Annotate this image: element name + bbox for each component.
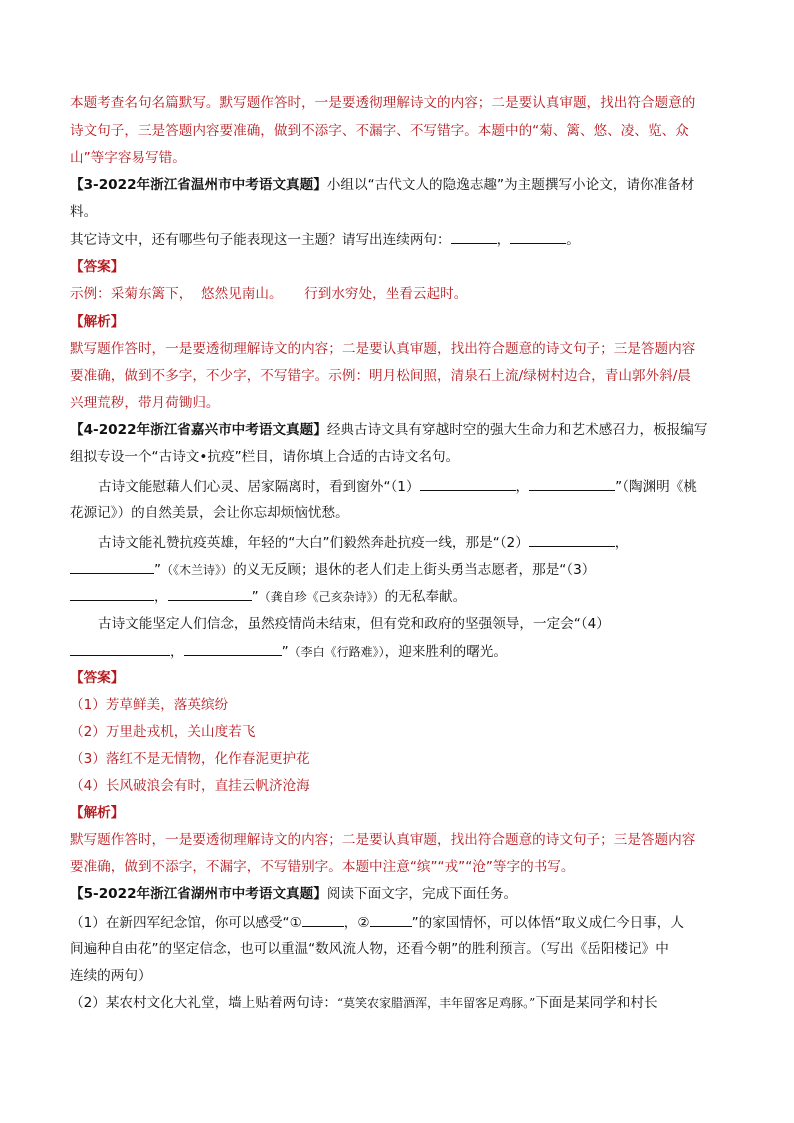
q4-analysis-line-2: 要准确，做到不添字，不漏字，不写错别字。本题中注意“缤”“戎”“沧”等字的书写。: [70, 859, 575, 875]
q4-blank-4b: [184, 641, 282, 656]
q3-prompt-line-1: [70, 175, 730, 195]
q5-s1-sep: ，②: [343, 915, 370, 931]
q3-question-end: 。: [566, 232, 580, 248]
q3-question: [70, 229, 730, 250]
q3-question-text: 其它诗文中，还有哪些句子能表现这一主题？请写出连续两句：: [70, 232, 451, 248]
q4-answer-4: （4）长风破浪会有时，直挂云帆济沧海: [70, 778, 310, 794]
q5-sub1-line-1: [70, 912, 730, 933]
q4-p2-close-2: ”: [251, 589, 259, 605]
q4-p2-text-3: 的无私奉献。: [384, 589, 467, 605]
q5-source-tag: 【5-2022年浙江省湖州市中考语文真题】: [70, 886, 327, 902]
q3-analysis-line-2: 要准确，做到不多字，不少字，不写错字。示例：明月松间照，清泉石上流/绿树村边合，青山郭外斜/晨: [70, 368, 691, 384]
q4-p3-close: ”: [281, 644, 289, 660]
q4-p2-text: 古诗文能礼赞抗疫英雄，年轻的“大白”们毅然奔赴抗疫一线，那是“（2）: [98, 535, 529, 551]
q4-p1-text: 古诗文能慰藉人们心灵、居家隔离时，看到窗外“（1）: [98, 479, 420, 495]
q5-sub1-line-3: 连续的两句）: [70, 968, 152, 984]
q4-answer-1: （1）芳草鲜美，落英缤纷: [70, 697, 229, 713]
q3-blank-2: [510, 229, 566, 244]
q4-answer-3: （3）落红不是无情物，化作春泥更护花: [70, 751, 310, 767]
q4-prompt-line-1: [70, 420, 730, 440]
q4-p3-text-2: ，迎来胜利的曙光。: [384, 644, 507, 660]
q4-p1-source: ”（陶渊明《桃: [615, 479, 697, 495]
q4-para-1-line-1: [98, 476, 730, 497]
q4-p3-source: （李白《行路难》）: [288, 645, 385, 659]
q4-p2-text-2: 的义无反顾；退休的老人们走上街头勇当志愿者，那是“（3）: [233, 562, 596, 578]
q3-analysis-label: 【解析】: [70, 314, 125, 330]
q4-analysis-line-1: 默写题作答时，一是要透彻理解诗文的内容；二是要认真审题，找出符合题意的诗文句子；三是答题内容: [70, 832, 696, 848]
q4-blank-3a: [70, 586, 154, 601]
q5-s2-text-2: 下面是某同学和村长: [535, 995, 658, 1011]
q4-answer-label: 【答案】: [70, 670, 125, 686]
q4-para-3-line-1: 古诗文能坚定人们信念，虽然疫情尚未结束，但有党和政府的坚强领导，一定会“（4）: [98, 616, 610, 632]
q4-blank-4a: [70, 641, 170, 656]
q3-analysis-line-1: 默写题作答时，一是要透彻理解诗文的内容；二是要认真审题，找出符合题意的诗文句子；三是答题内容: [70, 341, 696, 357]
q5-s2-poem: “莫笑农家腊酒浑，丰年留客足鸡豚。”: [336, 996, 536, 1010]
q3-prompt-line-2: 料。: [70, 204, 98, 220]
q5-sub1-line-2: 间遍种自由花”的坚定信念，也可以重温“数风流人物，还看今朝”的胜利预言。（写出《岳阳楼记》中: [70, 941, 669, 957]
q5-s1-text-2: ”的家国情怀，可以体悟“取义成仁今日事，人: [411, 915, 684, 931]
q4-para-2-line-3: [70, 586, 730, 607]
q4-blank-1b: [529, 476, 615, 491]
q4-para-3-line-2: [70, 641, 730, 662]
q2-analysis-line-3: 山”等字容易写错。: [70, 150, 186, 166]
q4-para-2-line-2: [70, 559, 730, 580]
q5-s1-text: （1）在新四军纪念馆，你可以感受“①: [70, 915, 302, 931]
q5-prompt: [70, 884, 730, 904]
q4-source-tag: 【4-2022年浙江省嘉兴市中考语文真题】: [70, 422, 327, 438]
q5-blank-2: [370, 912, 412, 927]
q4-blank-3b: [168, 586, 252, 601]
q3-answer: 示例：采菊东篱下， 悠然见南山。 行到水穷处，坐看云起时。: [70, 286, 468, 302]
q4-p2-source-2: （龚自珍《己亥杂诗》）: [258, 590, 385, 604]
q4-analysis-label: 【解析】: [70, 805, 125, 821]
q5-sub2-line-1: [70, 993, 730, 1013]
q3-source-tag: 【3-2022年浙江省温州市中考语文真题】: [70, 177, 327, 193]
q2-analysis-line-2: 诗文句子，三是答题内容要准确，做到不添字、不漏字、不写错字。本题中的“菊、篱、悠、凌、览、众: [70, 123, 689, 139]
q3-blank-1: [451, 229, 497, 244]
q4-blank-2a: [529, 532, 615, 547]
q3-analysis-line-3: 兴理荒秽，带月荷锄归。: [70, 395, 220, 411]
q4-para-2-line-1: [98, 532, 730, 553]
q5-blank-1: [302, 912, 344, 927]
q5-s2-text: （2）某农村文化大礼堂，墙上贴着两句诗：: [70, 995, 337, 1011]
q3-prompt-text: 小组以“古代文人的隐逸志趣”为主题撰写小论文，请你准备材: [326, 177, 695, 193]
q4-blank-2b: [70, 559, 154, 574]
q4-p1-sep: ，: [515, 479, 530, 495]
q4-para-1-line-2: 花源记》）的自然美景，会让你忘却烦恼忧愁。: [70, 505, 349, 521]
q3-question-sep: ，: [496, 232, 511, 248]
q4-blank-1a: [420, 476, 516, 491]
q4-p2-close: ”: [154, 562, 162, 578]
q4-p2-source-1: （《木兰诗》）: [161, 563, 234, 577]
q4-prompt-line-2: 组拟专设一个“古诗文•抗疫”栏目，请你填上合适的古诗文名句。: [70, 449, 460, 465]
q4-p2-sep: ，: [614, 535, 629, 551]
q4-prompt-text: 经典古诗文具有穿越时空的强大生命力和艺术感召力，板报编写: [326, 422, 708, 438]
q4-p3-sep: ，: [170, 644, 184, 660]
q5-prompt-text: 阅读下面文字，完成下面任务。: [326, 886, 518, 902]
q4-p2-sep-2: ，: [154, 589, 168, 605]
q2-analysis-line-1: 本题考查名句名篇默写。默写题作答时，一是要透彻理解诗文的内容；二是要认真审题，找出符合题意的: [70, 95, 696, 111]
q4-answer-2: （2）万里赴戎机，关山度若飞: [70, 724, 256, 740]
q3-answer-label: 【答案】: [70, 259, 125, 275]
